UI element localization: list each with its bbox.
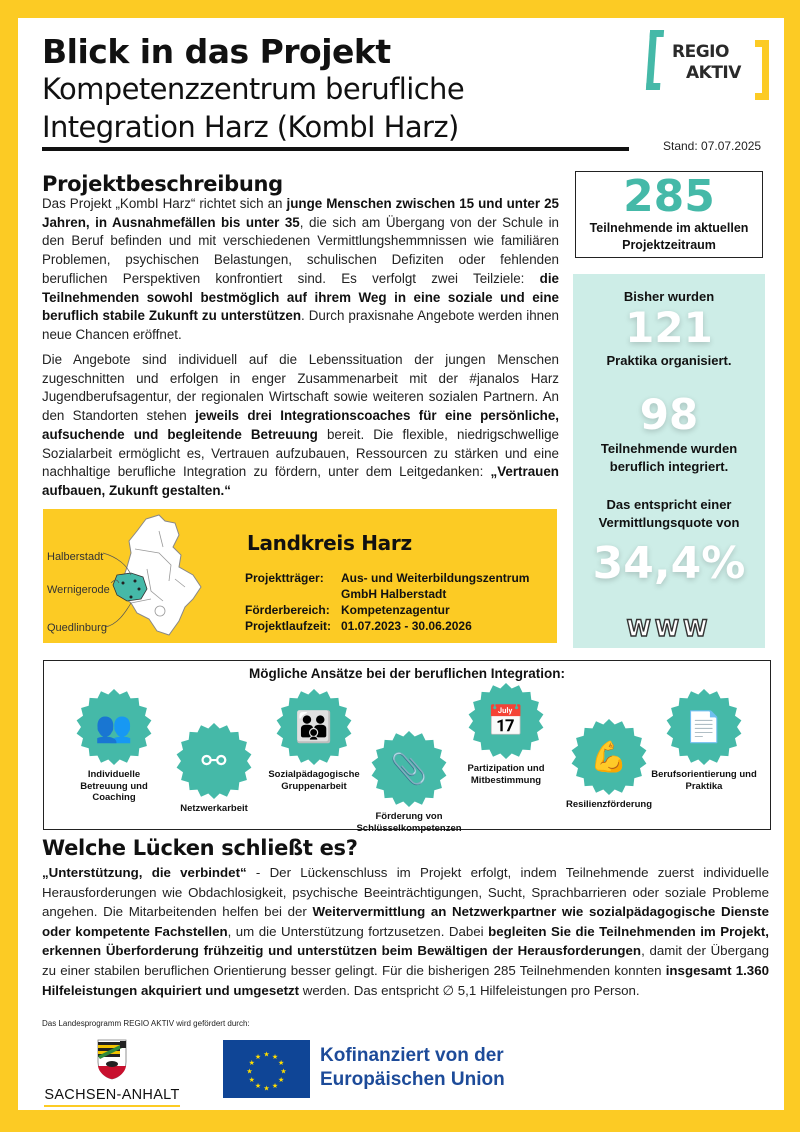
logo-bracket-left-icon (646, 30, 664, 90)
placement-quota: 34,4% (592, 538, 746, 589)
detail-row-funding-area (245, 602, 529, 618)
gaps-paragraph: „Unterstützung, die verbindet“ - Der Lückenschluss im Projekt erfolgt, indem Teilnehmende zuerst individuelle Herausforderungen wie Obdachlosigkeit, psychische Beeinträchtigungen, Sucht, Sprachbarrieren oder soziale Probleme angehen. Die Mitarbeitenden helfen bei der Weitervermittlung an Netzwerkpartner wie sozialpädagogische Dienste oder kompetente Fachstellen, um die Unterstützung fortzusetzen. Dabei begleiten Sie die Teilnehmenden im Projekt, erkennen Überforderung frühzeitig und unterstützen beim Bewältigen der Herausforderungen, damit der Übergang zu einer stabilen beruflichen Orientierung besser gelingt. Für die bisherigen 285 Teilnehmenden konnten insgesamt 1.360 Hilfeleistungen akquiriert und umgesetzt werden. Das entspricht ∅ 5,1 Hilfeleistungen pro Person. (42, 865, 770, 998)
detail-row-duration (245, 618, 529, 634)
approach-label: Förderung von Schlüsselkompetenzen (356, 811, 462, 834)
eu-star-icon: ★ (263, 1051, 270, 1059)
approaches-title: Mögliche Ansätze bei der beruflichen Integration: (248, 666, 566, 681)
quota-intro-line1: Das entspricht einer (606, 497, 732, 512)
approach-item (446, 683, 566, 786)
participants-stat-card (575, 171, 763, 258)
approach-label: Sozialpädagogische Gruppenarbeit (268, 769, 360, 792)
integrated-count: 98 (639, 390, 699, 439)
document-icon: 📄 (666, 689, 742, 765)
paperclip-idea-icon: 📎 (371, 731, 447, 807)
eu-star-icon: ★ (271, 1083, 279, 1091)
eu-star-icon: ★ (254, 1083, 262, 1091)
group-icon: 👪 (276, 689, 352, 765)
flexed-arm-icon: 💪 (571, 719, 647, 795)
eu-star-icon: ★ (263, 1085, 270, 1093)
eu-cofunding-text (320, 1044, 505, 1092)
eu-star-icon: ★ (246, 1068, 253, 1076)
status-date: Stand: 07.07.2025 (663, 139, 762, 153)
calendar-icon: 📅 (468, 683, 544, 759)
results-stat-panel (573, 274, 765, 611)
approach-label: Berufsorientierung und Praktika (651, 769, 757, 792)
eu-flag-icon (223, 1040, 310, 1098)
detail-value: 01.07.2023 - 30.06.2026 (341, 619, 472, 633)
approach-item (644, 689, 764, 792)
eu-star-icon: ★ (278, 1060, 285, 1067)
approach-label: Partizipation und Mitbestimmung (467, 763, 545, 786)
detail-value: Aus- und Weiterbildungszentrum (341, 571, 530, 585)
description-paragraph-1: Das Projekt „KombI Harz“ richtet sich an junge Menschen zwischen 15 und unter 25 Jahren, in Ausnahmefällen bis unter 35, die sich am Übergang von der Schule in den Beruf befinden und mit verschiedenen Vermittlungshemmnissen wie familiären Problemen, psychischen Belastungen, schulischen Defiziten oder fehlenden beruflichen Perspektiven konfrontiert sind. Es verfolgt zwei Teilziele: die Teilnehmenden sowohl bestmöglich auf ihrem Weg in eine soziale und eine beruflich stabile Zukunft zu unterstützen. Durch praxisnahe Angebote werden ihnen neue Chancen eröffnet. (42, 196, 560, 342)
www-link[interactable]: WWW (626, 617, 712, 642)
description-paragraph-2: Die Angebote sind individuell auf die Lebenssituation der jungen Menschen zugeschnitten und erfolgen in enger Zusammenarbeit mit der #janalos Harz Jugendberufsagentur, der regionalen Wirtschaft sowie weiteren sozialen Partnern. An den Standorten stehen jeweils drei Integrationscoaches für eine persönliche, aufsuchende und begleitende Betreuung bereit. Die flexible, niedrigschwellige Sozialarbeit ermöglicht es, Vertrauen aufzubauen, Ressourcen zu stärken und eine nachhaltige berufliche Integration zu fördern, unter dem Leitgedanken: „Vertrauen aufbauen, Zukunft gestalten.“ (42, 352, 559, 498)
coaching-icon: 👥 (76, 689, 152, 765)
participants-count: 285 (623, 171, 715, 222)
city-label-halberstadt: Halberstadt (47, 551, 104, 563)
project-subtitle-line2: Integration Harz (KombI Harz) (42, 110, 459, 144)
detail-key (245, 586, 341, 602)
participants-label-line1: Teilnehmende im aktuellen (589, 221, 749, 235)
sachsen-anhalt-text: SACHSEN-ANHALT (44, 1087, 179, 1107)
network-icon: ⚯ (176, 723, 252, 799)
approach-label: Netzwerkarbeit (180, 803, 248, 814)
website-link-box[interactable] (573, 611, 765, 648)
detail-key: Förderbereich: (245, 603, 330, 617)
sachsen-anhalt-logo (42, 1038, 182, 1102)
participants-label-line2: Projektzeitraum (622, 238, 716, 252)
eu-star-icon: ★ (280, 1068, 287, 1076)
logo-text-regio: REGIO (672, 42, 729, 62)
eu-text-line1: Kofinanziert von der (320, 1045, 504, 1066)
integrated-label-line2: beruflich integriert. (609, 459, 729, 474)
description-heading: Projektbeschreibung (42, 172, 283, 196)
detail-value: Kompetenzagentur (341, 603, 450, 617)
city-label-quedlinburg: Quedlinburg (47, 622, 107, 634)
regio-aktiv-logo (646, 30, 771, 100)
region-title: Landkreis Harz (247, 531, 412, 555)
integrated-label-line1: Teilnehmende wurden (600, 441, 738, 456)
funding-note: Das Landesprogramm REGIO AKTIV wird gefördert durch: (42, 1019, 250, 1028)
logo-bracket-right-icon (755, 40, 769, 100)
eu-star-icon: ★ (254, 1053, 262, 1061)
region-details (245, 570, 529, 634)
project-subtitle-line1: Kompetenzzentrum berufliche (42, 72, 465, 106)
eu-star-icon: ★ (278, 1077, 285, 1084)
detail-row-sponsor (245, 570, 529, 586)
gaps-heading: Welche Lücken schließt es? (42, 836, 358, 860)
integrated-label (573, 440, 765, 476)
internships-label: Praktika organisiert. (606, 353, 732, 368)
detail-key: Projektträger: (245, 571, 324, 585)
detail-row-sponsor-cont (245, 586, 529, 602)
quota-intro-line2: Vermittlungsquote von (598, 515, 740, 530)
page-title: Blick in das Projekt (42, 32, 391, 71)
approaches-box (43, 660, 771, 834)
detail-key: Projektlaufzeit: (245, 619, 332, 633)
logo-text-aktiv: AKTIV (686, 63, 741, 83)
approach-label: Individuelle Betreuung und Coaching (80, 769, 148, 803)
info-sheet-page (18, 18, 784, 1110)
header-divider (42, 147, 629, 151)
eu-star-icon: ★ (271, 1053, 279, 1061)
internships-count: 121 (625, 303, 713, 352)
stats-intro: Bisher wurden (623, 289, 715, 304)
coat-of-arms-icon (96, 1038, 128, 1080)
eu-star-icon: ★ (248, 1060, 255, 1067)
eu-star-icon: ★ (248, 1077, 255, 1084)
approach-label: Resilienzförderung (565, 799, 653, 810)
city-label-wernigerode: Wernigerode (47, 584, 110, 596)
quota-intro (573, 496, 765, 532)
region-info-box (43, 509, 557, 643)
detail-value: GmbH Halberstadt (341, 587, 447, 601)
eu-text-line2: Europäischen Union (320, 1069, 505, 1090)
